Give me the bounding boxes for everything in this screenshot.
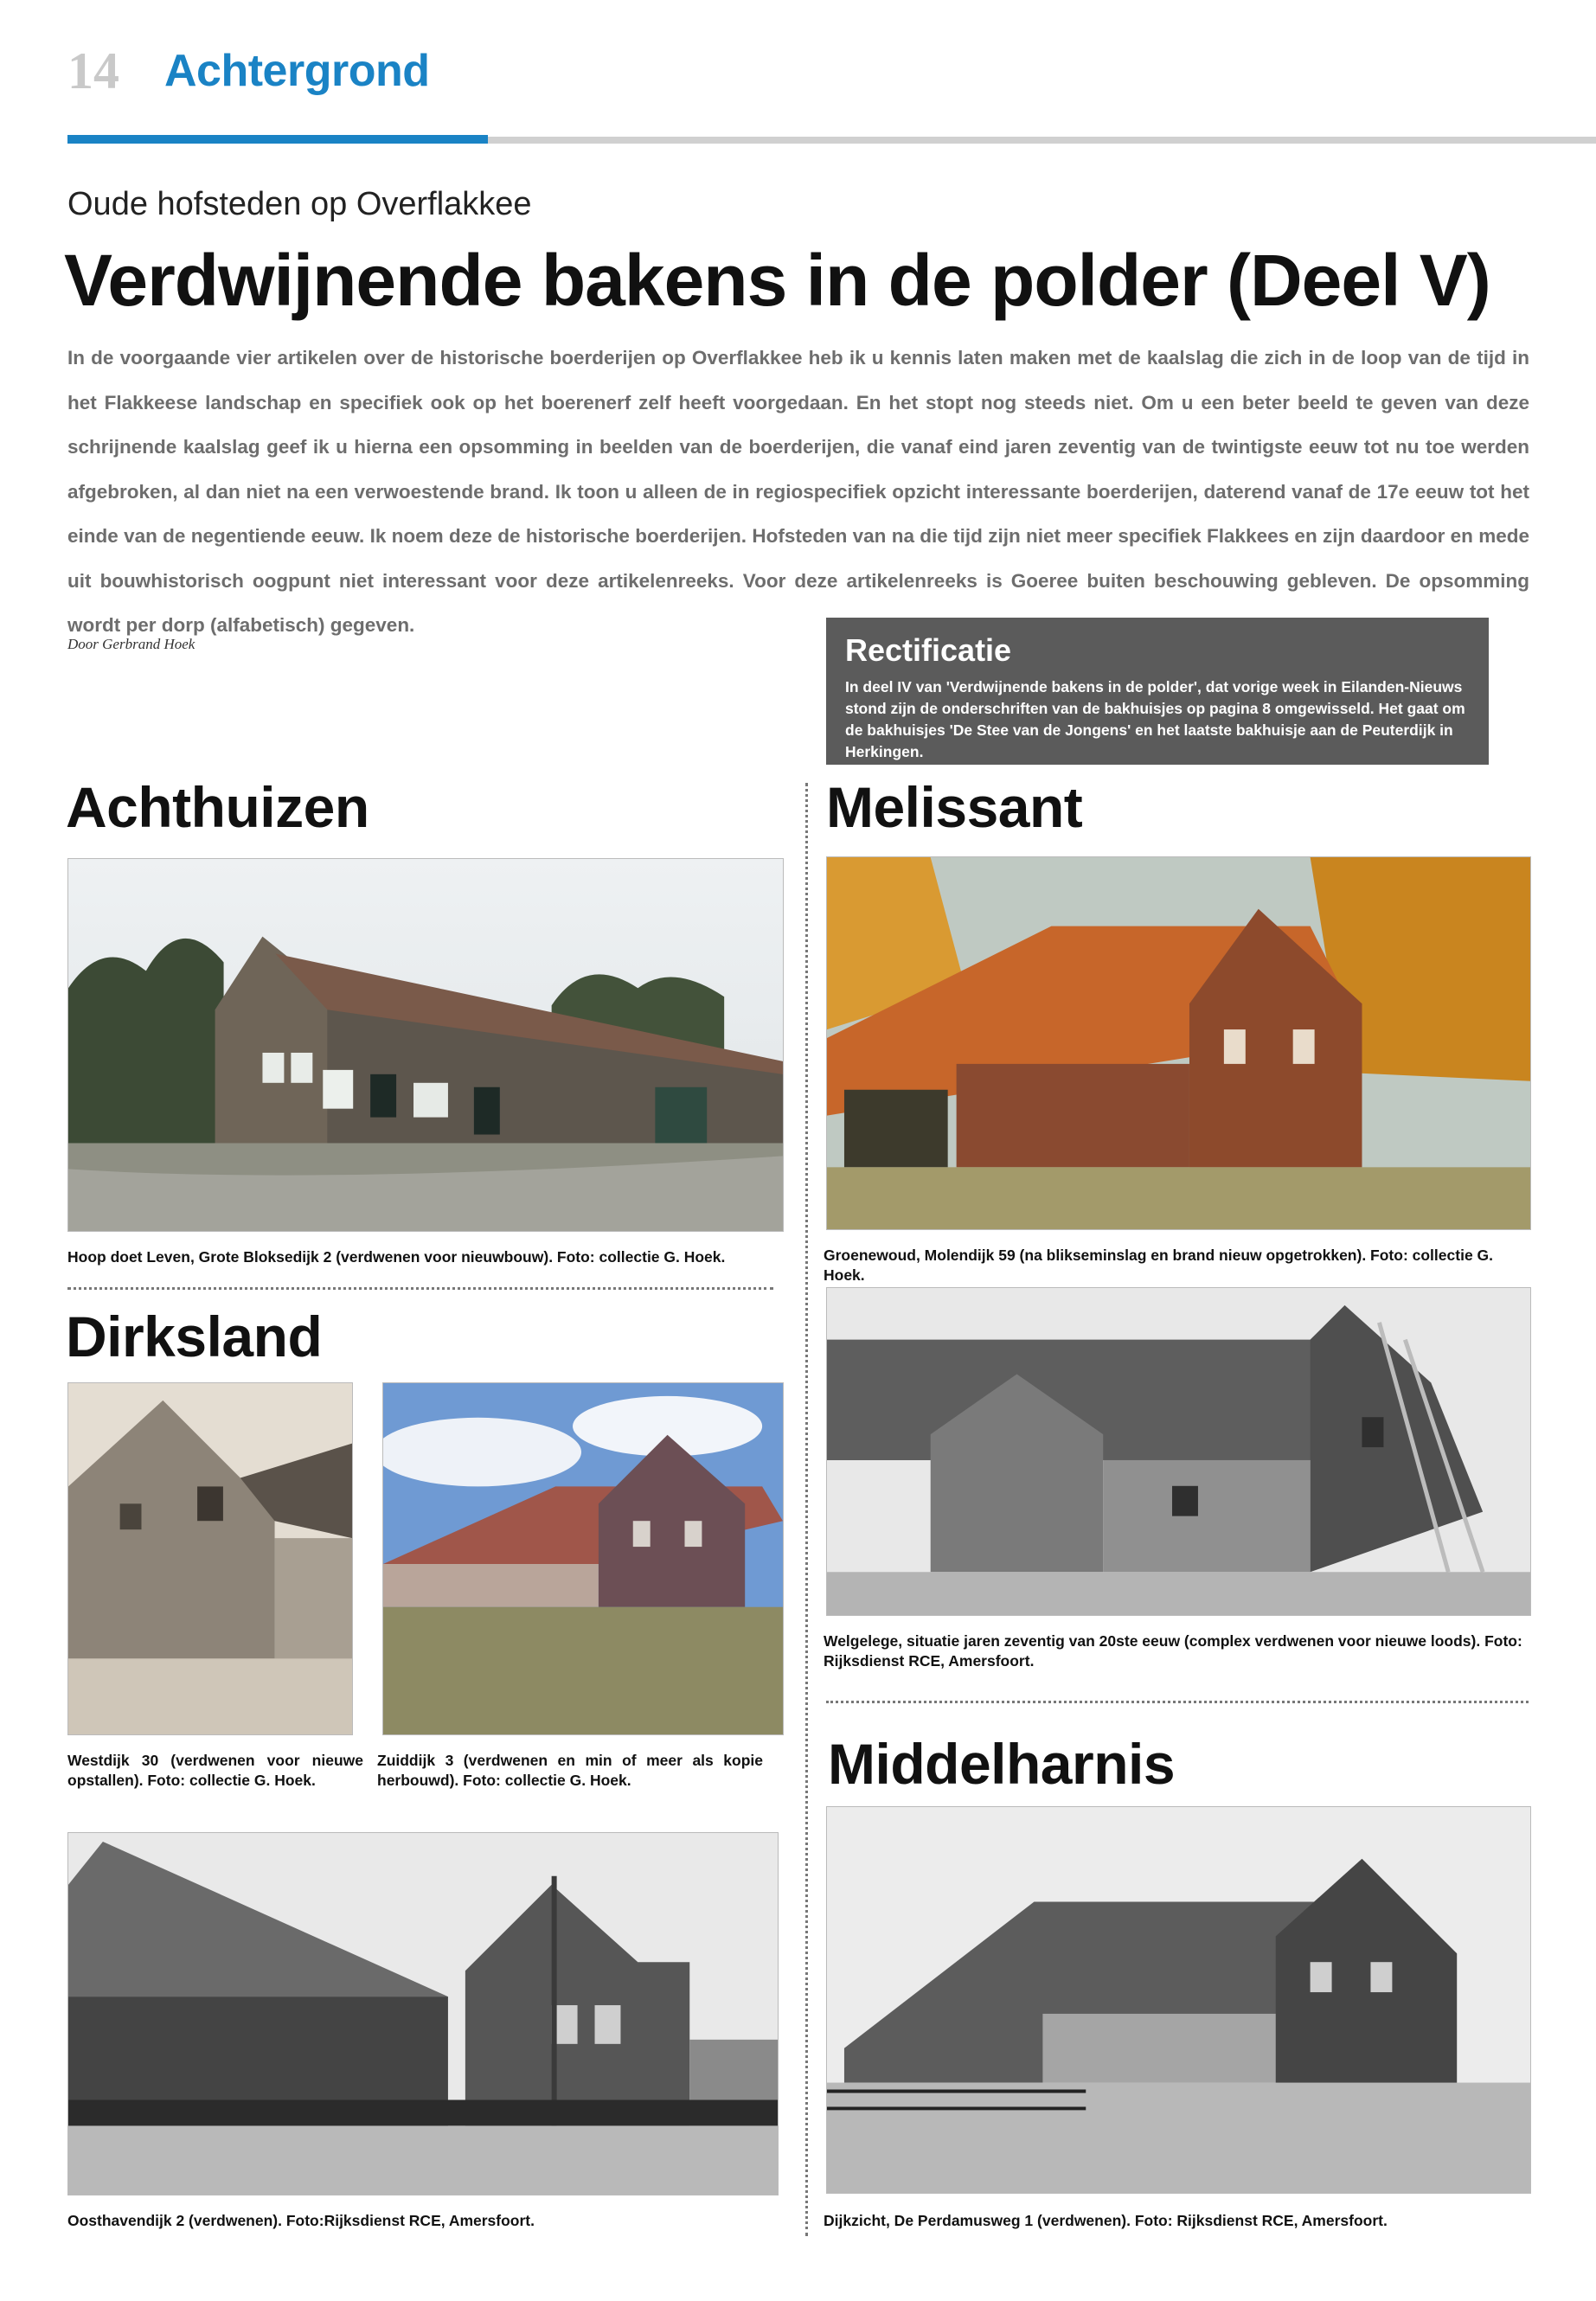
photo-westdijk-30 [67, 1382, 353, 1735]
caption-dijkzicht: Dijkzicht, De Perdamusweg 1 (verdwenen). Foto: Rijksdienst RCE, Amersfoort. [824, 2212, 1388, 2229]
article-intro: In de voorgaande vier artikelen over de historische boerderijen op Overflakkee heb ik u kennis laten maken met de kaalslag die zich in de loop van de tijd in het Flakkeese landschap en specifiek ook op het boerenerf zelf heeft voorgedaan. En het stopt nog steeds niet. Om u een beter beeld te geven van deze schrijnende kaalslag geef ik u hierna een opsomming in beelden van de boerderijen, die vanaf eind jaren zeventig van de twintigste eeuw tot nu toe werden afgebroken, al dan niet na een verwoestende brand. Ik toon u alleen de in regiospecifiek opzicht interessante boerderijen, daterend vanaf de 17e eeuw tot het einde van de negentiende eeuw. Ik noem deze de historische boerderijen. Hofsteden van na die tijd zijn niet meer specifiek Flakkees en zijn daardoor en mede uit bouwhistorisch oogpunt niet interessant voor deze artikelenreeks. Voor deze artikelenreeks is Goeree buiten beschouwing gebleven. De opsomming wordt per dorp (alfabetisch) gegeven. [67, 347, 1529, 636]
village-heading-achthuizen: Achthuizen [66, 775, 369, 839]
photo-hoop-doet-leven [67, 858, 784, 1232]
photo-welgelege [826, 1287, 1531, 1616]
village-heading-melissant: Melissant [826, 775, 1083, 839]
caption-groenewoud: Groenewoud, Molendijk 59 (na blikseminslag en brand nieuw opgetrokken). Foto: collectie G. Hoek. [824, 1247, 1494, 1284]
column-divider [805, 783, 808, 2236]
caption-zuiddijk-3: Zuiddijk 3 (verdwenen en min of meer als kopie herbouwd). Foto: collectie G. Hoek. [377, 1752, 763, 1789]
page-number: 14 [67, 42, 119, 99]
byline: Door Gerbrand Hoek [67, 636, 195, 652]
caption-welgelege: Welgelege, situatie jaren zeventig van 20ste eeuw (complex verdwenen voor nieuwe loods). Foto: Rijksdienst RCE, Amersfoort. [824, 1632, 1522, 1670]
rectificatie-title: Rectificatie [845, 632, 1012, 668]
photo-groenewoud [826, 856, 1531, 1230]
village-heading-dirksland: Dirksland [66, 1304, 323, 1368]
photo-oosthavendijk-2 [67, 1832, 779, 2195]
article-kicker: Oude hofsteden op Overflakkee [67, 186, 532, 222]
header-rule-accent [67, 135, 488, 144]
section-title: Achtergrond [164, 46, 430, 96]
photo-zuiddijk-3 [382, 1382, 784, 1735]
rectificatie-box [826, 618, 1489, 765]
caption-westdijk-30: Westdijk 30 (verdwenen voor nieuwe opstallen). Foto: collectie G. Hoek. [67, 1752, 363, 1789]
section-divider [67, 1287, 773, 1290]
caption-hoop-doet-leven: Hoop doet Leven, Grote Bloksedijk 2 (verdwenen voor nieuwbouw). Foto: collectie G. Hoek. [67, 1248, 726, 1266]
photo-dijkzicht [826, 1806, 1531, 2194]
village-heading-middelharnis: Middelharnis [828, 1732, 1176, 1796]
caption-oosthavendijk-2: Oosthavendijk 2 (verdwenen). Foto:Rijksdienst RCE, Amersfoort. [67, 2212, 535, 2229]
article-headline: Verdwijnende bakens in de polder (Deel V) [64, 240, 1490, 321]
section-divider [826, 1701, 1529, 1703]
rectificatie-body: In deel IV van 'Verdwijnende bakens in de polder', dat vorige week in Eilanden-Nieuws stond zijn de onderschriften van de bakhuisjes op pagina 8 omgewisseld. Het gaat om de bakhuisjes 'De Stee van de Jongens' en het laatste bakhuisje aan de Peuterdijk in Herkingen. [845, 677, 1465, 760]
